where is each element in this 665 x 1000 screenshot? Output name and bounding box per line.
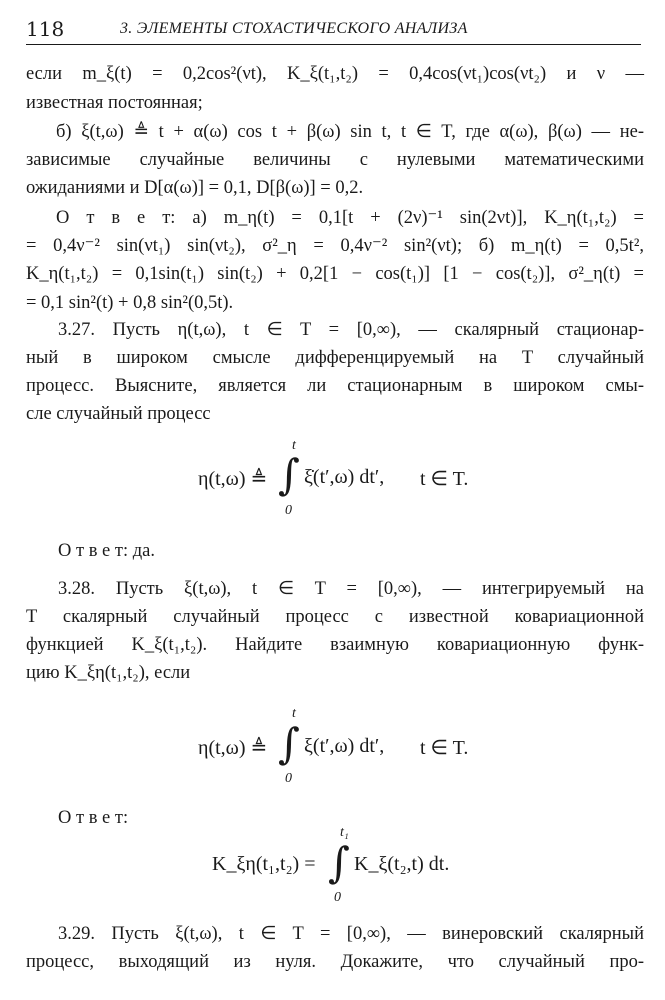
problem-3-27-line: 3.27. Пусть η(t,ω), t ∈ T = [0,∞), — скалярный стационар- <box>58 320 644 340</box>
page-header <box>26 14 641 45</box>
answer-line: = 0,4ν⁻² sin(νt₁) sin(νt₂), σ²_η = 0,4ν⁻² sin²(νt); б) m_η(t) = 0,5t², <box>26 236 644 256</box>
problem-3-28-line: цию K_ξη(t₁,t₂), если <box>26 663 191 683</box>
text-line: б) ξ(t,ω) ≜ t + α(ω) cos t + β(ω) sin t, t ∈ T, где α(ω), β(ω) — не- <box>56 122 644 142</box>
answer-line: О т в е т: а) m_η(t) = 0,1[t + (2ν)⁻¹ sin(2νt)], K_η(t₁,t₂) = <box>56 208 644 228</box>
problem-3-27-line: ный в широком смысле дифференцируемый на T случайный <box>26 348 644 368</box>
answer-line: О т в е т: да. <box>58 541 155 561</box>
text-line: ожиданиями и D[α(ω)] = 0,1, D[β(ω)] = 0,2. <box>26 178 364 198</box>
integral-sign: ∫ <box>328 838 350 887</box>
problem-3-28-line: функцией K_ξ(t₁,t₂). Найдите взаимную ковариационную функ- <box>26 635 644 655</box>
text-line: зависимые случайные величины с нулевыми математическими <box>26 150 644 170</box>
problem-3-29-line: процесс, выходящий из нуля. Докажите, что случайный про- <box>26 952 644 972</box>
answer-line: K_η(t₁,t₂) = 0,1sin(t₁) sin(t₂) + 0,2[1 − cos(t₁)] [1 − cos(t₂)], σ²_η(t) = <box>26 264 644 284</box>
chapter-title: 3. ЭЛЕМЕНТЫ СТОХАСТИЧЕСКОГО АНАЛИЗА <box>120 20 468 37</box>
problem-3-29-line: 3.29. Пусть ξ(t,ω), t ∈ T = [0,∞), — винеровский скалярный <box>58 924 644 944</box>
answer-line: О т в е т: <box>58 808 129 828</box>
problem-3-27-line: процесс. Выясните, является ли стационарным в широком смы- <box>26 376 644 396</box>
integral-sign: ∫ <box>278 719 300 768</box>
problem-3-27-line: сле случайный процесс <box>26 404 211 424</box>
problem-3-28-line: 3.28. Пусть ξ(t,ω), t ∈ T = [0,∞), — интегрируемый на <box>58 579 644 599</box>
page-number: 118 <box>26 17 65 41</box>
answer-line: = 0,1 sin²(t) + 0,8 sin²(0,5t). <box>26 293 234 313</box>
integral-sign: ∫ <box>278 450 300 499</box>
text-line: известная постоянная; <box>26 93 203 113</box>
text-line: если m_ξ(t) = 0,2cos²(νt), K_ξ(t₁,t₂) = 0,4cos(νt₁)cos(νt₂) и ν — <box>26 64 644 84</box>
problem-3-28-line: T скалярный случайный процесс с известной ковариационной <box>26 607 644 627</box>
